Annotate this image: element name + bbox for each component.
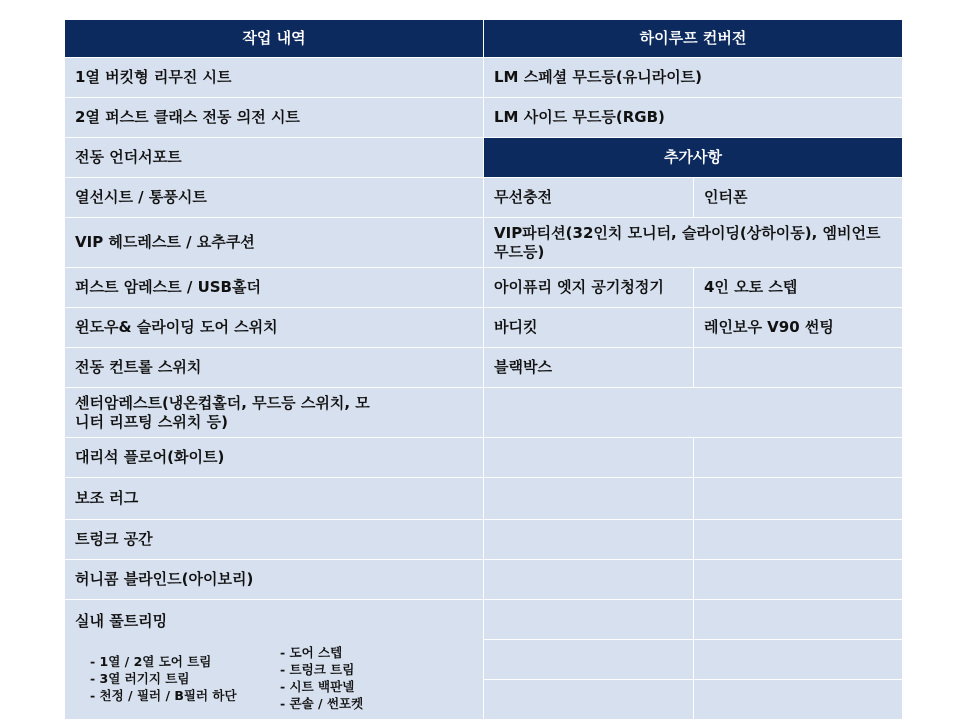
empty-cell — [484, 388, 903, 438]
empty-cell — [484, 640, 694, 680]
extra-item: VIP파티션(32인치 모니터, 슬라이딩(상하이동), 엠비언트무드등) — [484, 218, 903, 268]
hilouf-item: LM 스페셜 무드등(유니라이트) — [484, 58, 903, 98]
trim-bullet: - 도어 스텝 — [280, 645, 343, 660]
work-item: 윈도우& 슬라이딩 도어 스위치 — [65, 308, 484, 348]
header-hilouf: 하이루프 컨버전 — [484, 20, 903, 58]
empty-cell — [694, 680, 903, 720]
empty-cell — [484, 520, 694, 560]
trimming-label: 실내 풀트리밍 — [75, 612, 168, 630]
extra-item: 레인보우 V90 썬팅 — [694, 308, 903, 348]
extra-item-empty — [694, 348, 903, 388]
extra-item: 인터폰 — [694, 178, 903, 218]
extra-item: 아이퓨리 엣지 공기청정기 — [484, 268, 694, 308]
work-item: 열선시트 / 통풍시트 — [65, 178, 484, 218]
work-item: 허니콤 블라인드(아이보리) — [65, 560, 484, 600]
empty-cell — [694, 520, 903, 560]
trim-bullet: - 트렁크 트림 — [280, 662, 355, 677]
work-item: VIP 헤드레스트 / 요추쿠션 — [65, 218, 484, 268]
extra-item: 4인 오토 스텝 — [694, 268, 903, 308]
trim-bullet: - 3열 러기지 트림 — [90, 671, 190, 686]
empty-cell — [484, 680, 694, 720]
empty-cell — [694, 560, 903, 600]
empty-cell — [484, 560, 694, 600]
empty-cell — [484, 438, 694, 478]
header-work: 작업 내역 — [65, 20, 484, 58]
empty-cell — [694, 438, 903, 478]
work-item: 센터암레스트(냉온컵홀더, 무드등 스위치, 모니터 리프팅 스위치 등) — [65, 388, 484, 438]
trim-bullet: - 시트 백판넬 — [280, 679, 355, 694]
header-extras: 추가사항 — [484, 138, 903, 178]
hilouf-item: LM 사이드 무드등(RGB) — [484, 98, 903, 138]
work-table — [65, 20, 903, 720]
extra-item: 블랙박스 — [484, 348, 694, 388]
work-item: 전동 언더서포트 — [65, 138, 484, 178]
extra-item: 바디킷 — [484, 308, 694, 348]
empty-cell — [484, 600, 694, 640]
work-item: 보조 러그 — [65, 478, 484, 520]
work-item: 대리석 플로어(화이트) — [65, 438, 484, 478]
work-item: 퍼스트 암레스트 / USB홀더 — [65, 268, 484, 308]
extra-item: 무선충전 — [484, 178, 694, 218]
empty-cell — [694, 640, 903, 680]
empty-cell — [694, 600, 903, 640]
work-item: 2열 퍼스트 클래스 전동 의전 시트 — [65, 98, 484, 138]
work-item: 전동 컨트롤 스위치 — [65, 348, 484, 388]
trim-bullet: - 1열 / 2열 도어 트림 — [90, 654, 212, 669]
work-item: 트렁크 공간 — [65, 520, 484, 560]
trim-bullet: - 천정 / 필러 / B필러 하단 — [90, 688, 237, 703]
empty-cell — [484, 478, 694, 520]
trim-bullets-left — [90, 653, 237, 704]
work-item: 1열 버킷형 리무진 시트 — [65, 58, 484, 98]
empty-cell — [694, 478, 903, 520]
trim-bullet: - 콘솔 / 썬포켓 — [280, 696, 364, 711]
trim-bullets-right — [280, 644, 363, 712]
